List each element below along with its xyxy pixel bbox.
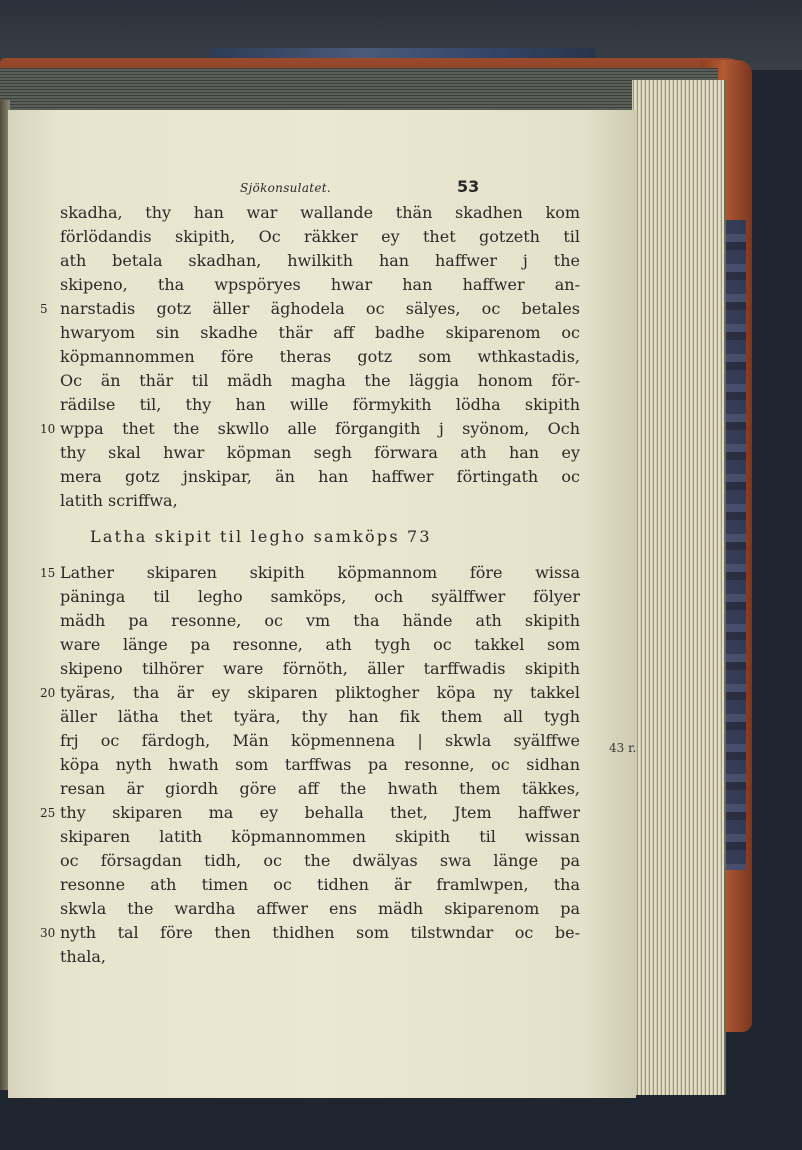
line-text: frj oc färdogh, Män köpmennena | skwla syälffwe: [60, 731, 580, 750]
line-text: resan är giordh göre aff the hwath them täkkes,: [60, 779, 580, 798]
line-text: Latha skipit til legho samköps 73: [90, 527, 432, 546]
running-head: [8, 177, 636, 201]
text-line: [40, 561, 580, 585]
line-text: mädh pa resonne, oc vm tha hände ath skipith: [60, 611, 580, 630]
line-text: oc försagdan tidh, oc the dwälyas swa länge pa: [60, 851, 580, 870]
line-text: hwaryom sin skadhe thär aff badhe skiparenom oc: [60, 323, 580, 342]
line-number: 25: [40, 806, 56, 820]
line-text: thy skiparen ma ey behalla thet, Jtem haffwer: [60, 803, 580, 822]
text-line: [60, 321, 580, 345]
line-text: skwla the wardha affwer ens mädh skiparenom pa: [60, 899, 580, 918]
line-text: latith scriffwa,: [60, 491, 178, 510]
text-line: [40, 681, 580, 705]
section-heading: [60, 525, 580, 549]
line-number: 20: [40, 686, 56, 700]
text-line: [60, 873, 580, 897]
text-line: [60, 657, 580, 681]
text-line: [60, 393, 580, 417]
line-text: skiparen latith köpmannommen skipith til wissan: [60, 827, 580, 846]
line-text: nyth tal före then thidhen som tilstwndar oc be-: [60, 923, 580, 942]
running-head-title: Sjökonsulatet.: [240, 181, 332, 195]
text-line: [60, 585, 580, 609]
line-text: thala,: [60, 947, 107, 966]
page-number: 53: [457, 177, 480, 196]
line-text: förlödandis skipith, Oc räkker ey thet gotzeth til: [60, 227, 580, 246]
text-line: [60, 633, 580, 657]
margin-note: 43 r.: [609, 741, 637, 755]
line-text: äller lätha thet tyära, thy han fik them all tygh: [60, 707, 580, 726]
text-line: [60, 945, 580, 969]
text-line: [40, 297, 580, 321]
line-text: rädilse til, thy han wille förmykith lödha skipith: [60, 395, 580, 414]
line-text: narstadis gotz äller äghodela oc sälyes, oc betales: [60, 299, 580, 318]
text-line: [60, 753, 580, 777]
book-block-top-edge: [0, 68, 718, 116]
text-line: [60, 705, 580, 729]
text-line: [60, 825, 580, 849]
text-line: [60, 489, 580, 513]
line-text: mera gotz jnskipar, än han haffwer förtingath oc: [60, 467, 580, 486]
line-text: thy skal hwar köpman segh förwara ath han ey: [60, 443, 580, 462]
page-edges: [632, 80, 726, 1095]
line-text: ath betala skadhan, hwilkith han haffwer j the: [60, 251, 580, 270]
line-text: tyäras, tha är ey skiparen pliktogher köpa ny takkel: [60, 683, 580, 702]
text-line: [40, 417, 580, 441]
line-text: Lather skiparen skipith köpmannom före wissa: [60, 563, 580, 582]
text-line: [60, 225, 580, 249]
line-text: skadha, thy han war wallande thän skadhen kom: [60, 203, 580, 222]
text-line: [60, 729, 580, 753]
line-text: päninga til legho samköps, och syälffwer fölyer: [60, 587, 580, 606]
text-line: [40, 921, 580, 945]
text-line: [60, 897, 580, 921]
line-number: 15: [40, 566, 56, 580]
text-line: [60, 369, 580, 393]
line-text: wppa thet the skwllo alle förgangith j syönom, Och: [60, 419, 580, 438]
line-number: 10: [40, 422, 56, 436]
line-text: köpa nyth hwath som tarffwas pa resonne, oc sidhan: [60, 755, 580, 774]
text-line: [40, 801, 580, 825]
text-line: [60, 777, 580, 801]
line-text: skipeno tilhörer ware förnöth, äller tarffwadis skipith: [60, 659, 580, 678]
line-text: ware länge pa resonne, ath tygh oc takkel som: [60, 635, 580, 654]
line-number: 30: [40, 926, 56, 940]
line-text: skipeno, tha wpspöryes hwar han haffwer an-: [60, 275, 580, 294]
body-text: [40, 201, 580, 969]
text-line: [60, 201, 580, 225]
line-text: köpmannommen före theras gotz som wthkastadis,: [60, 347, 580, 366]
text-line: [60, 273, 580, 297]
text-line: [60, 345, 580, 369]
text-line: [60, 849, 580, 873]
line-text: Oc än thär til mädh magha the läggia honom för-: [60, 371, 580, 390]
book-cover-inlay: [726, 220, 746, 870]
line-text: resonne ath timen oc tidhen är framlwpen, tha: [60, 875, 580, 894]
text-line: [60, 609, 580, 633]
text-line: [60, 249, 580, 273]
text-line: [60, 441, 580, 465]
book-page: [8, 110, 636, 1098]
line-number: 5: [40, 302, 48, 316]
text-line: [60, 465, 580, 489]
